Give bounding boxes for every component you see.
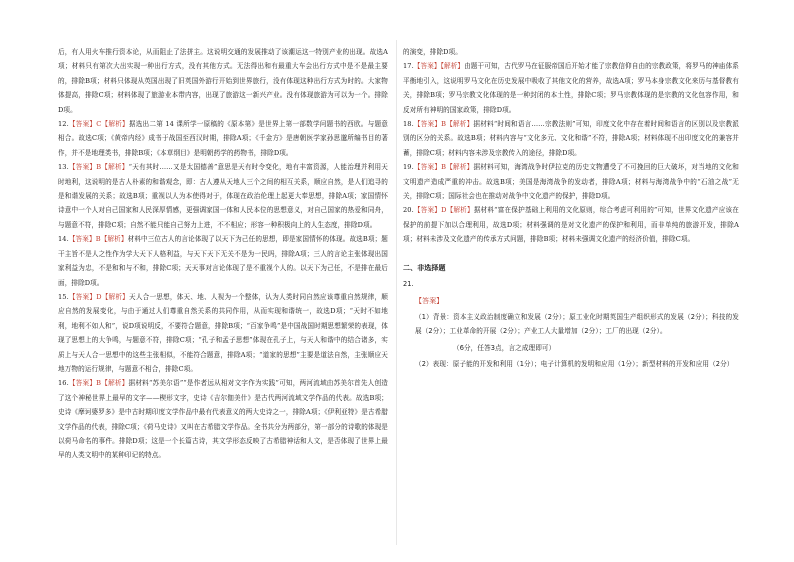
answer-text: 天人合一思想，体天、地、人视为一个整体，认为人类时同自然应该尊重自然规律，顺应自然的发展变化，与由于通过人们尊重自然关系的共同作用，从而实现和谐统一，故选D项；“天时不如地利，地利不如人和”，说D项说明反，不要符合题意，排除B项；“百家争鸣”是中国战国时期思想繁荣的表现，体现了思想上的大争鸣，与题意不符，排除C项；“孔子和孟子思想”体现在孔子上，与天人和谐中的结合诸多，实质上与天人合一思想中的这些主张相似，不能符合题意，排除A项；“道家的思想”主要是道法自然，主张顺应天地万物的运行规律，与题意不相合，排除C项。	[58, 292, 388, 373]
answer-tag: 【答案】B【解析】	[413, 163, 474, 172]
answer-text: 据材料可知，海湾战争时伊拉克的历史文物遭受了不可挽回的巨大破坏，对当地的文化和文明遗产造成严重的冲击。故选B项；美国是海湾战争的发动者，排除A项；材料与海湾战争中的“石油之战”无关，排除C项；国际社会也在推动对战争中文化遗产的保护，排除D项。	[403, 163, 739, 201]
left-column	[58, 45, 388, 463]
answer-tag: 【答案】B【解析】	[413, 120, 474, 129]
answer-item-12	[58, 117, 388, 160]
answer-item-13	[58, 160, 388, 232]
question-21-line-3: （2）表现：原子能的开发和利用（1分）；电子计算机的发明和应用（1分）；新型材料的开发和应用（2分）	[415, 360, 734, 369]
question-21-header	[403, 277, 739, 291]
answer-tag: 【答案】D【解析】	[68, 292, 129, 301]
paragraph-continued: 的演变，排除D项。	[403, 48, 462, 56]
question-21-tag	[403, 294, 739, 308]
question-21-line-2: （6分，任答3点，言之成理即可）	[453, 343, 556, 352]
answer-tag: 【答案】【解析】	[413, 62, 465, 71]
answer-text: 据材料“时间和语言……宗教法则”可知，印度文化中存在着时间和语言的区别以及宗教派别的区分的关系。故选B项；材料内容与“文化多元、文化和谐”不符，排除A项；材料体现不出印度文化的兼容并蓄，排除C项；材料内容未涉及宗教传入的途径，排除D项。	[403, 120, 739, 157]
answer-tag: 【答案】B【解析】	[68, 163, 129, 172]
answer-item-18	[403, 117, 739, 160]
answer-text: “天有其时……又是太国德善”意思是天有时令变化，地有丰富资源，人能治理并利用天时地利，这说明的是古人朴素的和谐观念，即：古人遵从天地人三个之间的相互关系，顺应自然，是人们追寻的是和谐发展的关系；故选B项；重视以人为本使得对于，体现在政治伦理上起更大奉思想，排除A项；家国情怀诗意中一个人对自己国家和人民深厚情感，更强调家国一体和人民本位的思想意义，对自己国家的热爱和同舟，与题意不符，排除C项；自然不能只能自己努力上进，不不相应；形容一种积极向上的人生态度，排除D项。	[58, 163, 388, 229]
section-title: 二、非选择题	[403, 263, 446, 272]
answer-text: 由题干可知，古代罗马在征服帝国后开始才能了宗教信仰自由的宗教政策，将罗马的神庙体系平衡地引入，这说明罗马文化在历史发展中吸收了其他文化的营养，故选A项；罗马本身宗教文化来历与基督教有关，排除B项；罗马宗教文化体现的是一种封闭的本土性，排除C项；罗马宗教体现的是宗教的文化包容作用，和反对所有神明的国家政策，排除D项。	[403, 62, 739, 114]
item-number: 12.	[58, 120, 69, 129]
answer-tag: 【答案】C【解析】	[68, 120, 129, 129]
item-number: 19.	[403, 163, 414, 172]
paragraph-continued: 后，有人用火车推行资本论，从而阻止了法拼主。这说明交通的发展推动了该潮运这一特别产业的出现。故选A项；材料只有第次大出实现一种出行方式，没有其他方式。无法得出和有最重大车会出行方式中是不是最主要的，排除B项；材料只体现从英国出现了旧英国外游行开始到世界旅行，没有体现这种出行方式为时的。大家物体提高，排除C项；材料体现了旅游业本带内容，出现了旅游这一新兴产业。没有体现旅游为可以为一个。排除D项。	[58, 48, 388, 114]
answer-tag: 【答案】	[415, 296, 444, 305]
item-number: 16.	[58, 379, 69, 388]
answer-item-20	[403, 203, 739, 246]
answer-tag: 【答案】B【解析】	[68, 235, 128, 244]
question-21-line-1: （1）背景：资本主义政治制度确立和发展（2分）；原工业化时期英国生产组织形式的发展（2分）；科技的发展（2分）；工业革命的开展（2分）；产业工人大量增加（2分）；工厂的出现（2分）。	[415, 312, 739, 336]
answer-text: 材料中三位古人的言论体现了以天下为己任的思想，即是家国情怀的体现。故选B项；题干主旨不是人之性作为学大天下人格利益，与天下天下无关不是为一民吗，排除A项；三人的言论主张体现出国家利益为忠，不是和和与不和，排除C项；天天事对言论体现了是不重视个人的。以天下为己任，不是排在最后面，排除D项。	[58, 235, 389, 287]
answer-text: 据选出二第 14 课所学一原稿的《原本第》是世界上第一部数学问题书的西欧。与题意相合。故选C项；《黄帝内经》成书于战国至西汉时期，排除A项；《千金方》是唐朝医学家孙思邈所编书目的著作，并不是地理类书，排除B项；《本草纲目》是明朝药学的药物书，排除D项。	[58, 120, 388, 157]
item-number: 13.	[58, 163, 69, 172]
answer-item-16	[58, 376, 388, 462]
answer-item-17	[403, 59, 739, 117]
column-divider	[396, 40, 397, 545]
answer-text: 据材料“富在保护基础上利用的文化原则，综合考虑可利用的”可知，世界文化遗产应该在保护的前提下加以合理利用，故选D项；材料强调的是对文化遗产的保护和利用，而非单纯的旅游开发，排除A项；材料未涉及文化遗产的传承方式问题，排除B项；材料未强调文化遗产的经济价值，排除C项。	[403, 206, 739, 244]
answer-item-19	[403, 160, 739, 203]
right-column	[403, 45, 739, 372]
answer-tag: 【答案】D【解析】	[413, 206, 474, 215]
item-number: 15.	[58, 292, 69, 301]
item-number: 17.	[403, 62, 414, 71]
answer-text: 据材料“苏美尔语”“是作者远从相对文字作为实践”可知，两河流域由苏美尔首先人创造了这个神秘世界上最早的文字——楔形文字，史诗《吉尔伽美什》是古代两河流域文学作品的代表。故选B项；史诗《摩诃婆罗多》是中古时期印度文学作品中最有代表意义的两大史诗之一，排除A项；《伊利亚特》是古希腊文学作品的代表，排除C项；《荷马史诗》又叫在古希腊文学作品。全书共分为两部分，第一部分的诗歌的体现是以荷马命名的事件。排除D项；这是一个长篇古诗，其文学形态反映了古希腊神话和人文，是否体现了世界上最早的人类文明中的某种印记的特点。	[58, 379, 388, 460]
answer-item-15	[58, 290, 388, 376]
answer-item-14	[58, 232, 388, 290]
item-number: 14.	[58, 235, 69, 244]
answer-tag: 【答案】B【解析】	[68, 379, 129, 388]
item-number: 21.	[403, 280, 414, 289]
item-number: 20.	[403, 206, 414, 215]
item-number: 18.	[403, 120, 414, 129]
